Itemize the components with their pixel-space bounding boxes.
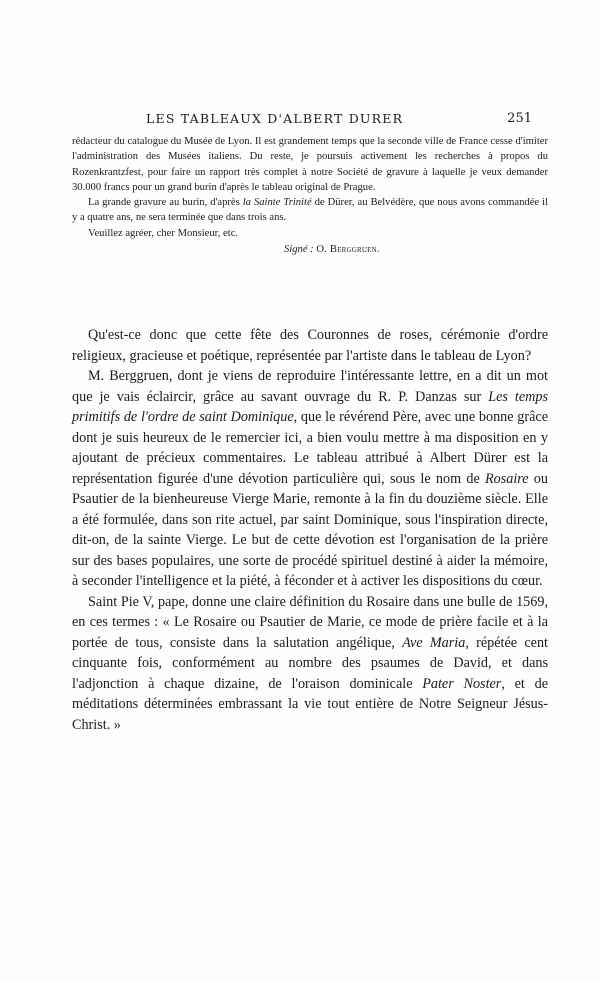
text-run: rédacteur du catalogue du Musée de Lyon. Il est grandement temps que la seconde ville de France cesse d'imiter l'administration des Musées italiens. Du reste, je poursuis activement les recherches à propos du Rozenkrantzfest, pour faire un rapport très complet à notre Société de gravure à laquelle je veux demander 30.000 francs pour un grand burin d'après le tableau original de Prague.: [72, 136, 548, 193]
footnote-paragraph: [72, 134, 548, 195]
text-run: de Dürer, au Belvédère, que nous avons commandée il y a quatre ans, ne sera terminée que dans trois ans.: [72, 197, 548, 224]
text-run: , répétée cent cinquante fois, conformément au nombre des psaumes de David, et dans l'adjonction à chaque dizaine, de l'oraison dominicale: [72, 634, 548, 692]
footnote-closing: [72, 226, 548, 241]
signature: [72, 242, 548, 257]
footnote-paragraph: [72, 195, 548, 226]
body-paragraph: [72, 366, 548, 592]
italic-phrase: Pater Noster: [422, 675, 502, 692]
text-run: , que le révérend Père, avec une bonne grâce dont je suis heureux de le remercier ici, a bien voulu mettre à ma disposition en y ajoutant de précieux commentaires. Le tableau attribué à Albert Dürer est la représentation figurée d'une dévotion particulière qui, sous le nom de: [72, 409, 549, 487]
main-text: [72, 325, 548, 735]
italic-phrase: Rosaire: [484, 470, 529, 487]
running-title: LES TABLEAUX D'ALBERT DURER: [146, 111, 404, 126]
text-run: M. Berggruen, dont je viens de reproduire l'intéressante lettre, en a dit un mot que je vais éclaircir, grâce au savant ouvrage du R. P. Danzas sur: [72, 368, 548, 405]
text-run: ou Psautier de la bienheureuse Vierge Marie, remonte à la fin du douzième siècle. Elle a été formulée, dans son rite actuel, par saint Dominique, sous l'inspiration directe, dit-on, de la sainte Vierge. Le but de cette dévotion est l'organisation de la prière sur des bases populaires, une sorte de procédé spirituel destiné à aider la mémoire, à seconder l'intelligence et la piété, à féconder et à activer les dispositions du cœur.: [72, 470, 548, 589]
body-paragraph: [72, 592, 548, 736]
italic-phrase: la Sainte Trinité: [242, 197, 312, 209]
running-head: [72, 111, 532, 129]
signature-name: O. Berggruen.: [316, 244, 380, 256]
text-run: , et de méditations déterminées embrassant la vie tout entière de Notre Seigneur Jésus-Christ. »: [72, 675, 548, 733]
text-run: Qu'est-ce donc que cette fête des Couronnes de roses, cérémonie d'ordre religieux, gracieuse et poétique, représentée par l'artiste dans le tableau de Lyon?: [72, 327, 548, 364]
text-run: La grande gravure au burin, d'après: [88, 197, 243, 209]
body-paragraph: [72, 325, 548, 366]
text-run: Saint Pie V, pape, donne une claire définition du Rosaire dans une bulle de 1569, en ces termes : « Le Rosaire ou Psautier de Marie, ce mode de prière facile et à la portée de tous, consiste dans la salutation angélique,: [72, 593, 548, 651]
footnote-letter: [72, 134, 548, 257]
italic-phrase: Les temps primitifs de l'ordre de saint Dominique: [72, 388, 548, 425]
page-number: 251: [507, 111, 532, 126]
text-run: Veuillez agréer, cher Monsieur, etc.: [88, 227, 239, 239]
italic-phrase: Ave Maria: [402, 634, 466, 651]
signature-label: Signé :: [284, 244, 314, 256]
